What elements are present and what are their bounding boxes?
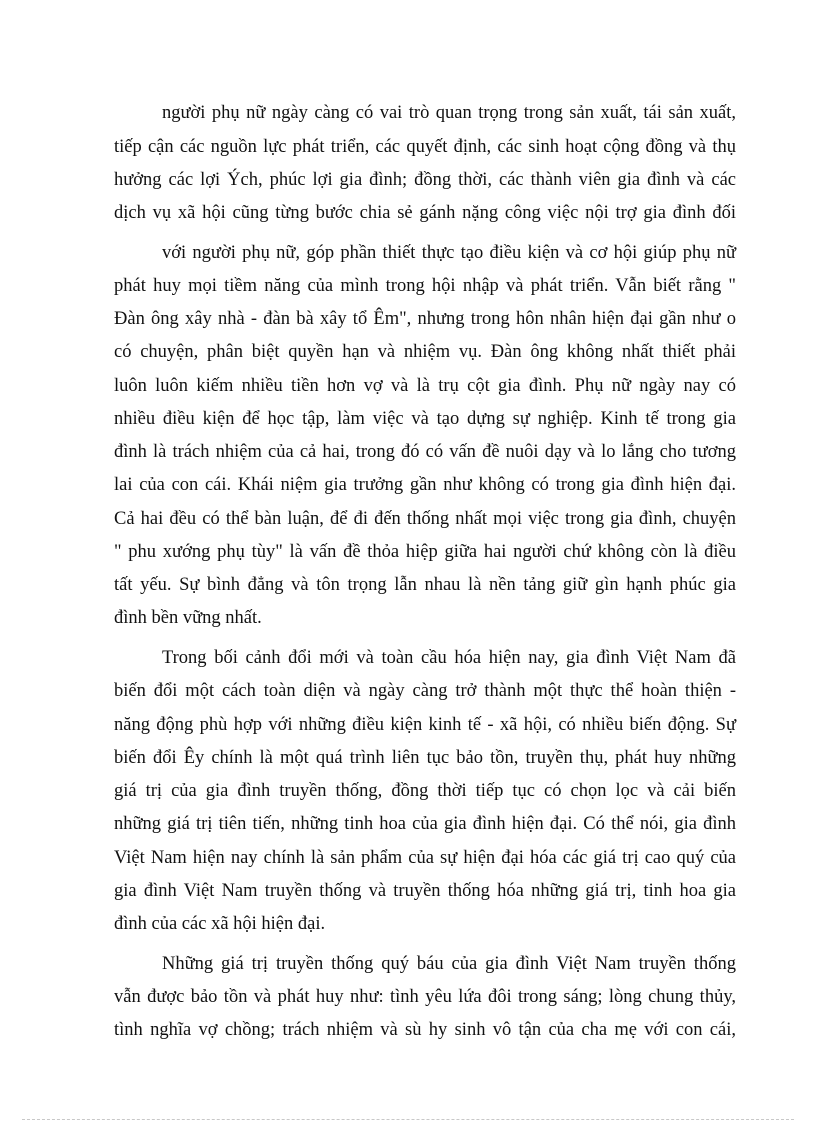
text-line: với người phụ nữ, góp phần thiết thực tạo điều kiện và cơ hội giúp phụ nữ	[162, 243, 736, 263]
text-line: người phụ nữ ngày càng có vai trò quan trọng trong sản xuất, tái sản xuất,	[162, 103, 736, 123]
text-line: những giá trị tiên tiến, những tinh hoa của gia đình hiện đại. Có thể nói, gia đình	[114, 814, 736, 834]
text-line: phát huy mọi tiềm năng của mình trong hội nhập và phát triển. Vẫn biết rằng "	[114, 276, 736, 296]
text-line: đình của các xã hội hiện đại.	[114, 914, 326, 934]
page-bottom-border	[22, 1119, 794, 1120]
text-line: tất yếu. Sự bình đẳng và tôn trọng lẫn nhau là nền tảng giữ gìn hạnh phúc gia	[114, 575, 736, 595]
text-line: Việt Nam hiện nay chính là sản phẩm của sự hiện đại hóa các giá trị cao quý của	[114, 848, 736, 868]
text-line: đình là trách nhiệm của cả hai, trong đó có vấn đề nuôi dạy và lo lắng cho tương	[114, 442, 736, 462]
text-line: tiếp cận các nguồn lực phát triển, các quyết định, các sinh hoạt cộng đồng và thụ	[114, 137, 736, 157]
text-line: Cả hai đều có thể bàn luận, để đi đến thống nhất mọi việc trong gia đình, chuyện	[114, 509, 736, 529]
text-line: lai của con cái. Khái niệm gia trưởng gần như không có trong gia đình hiện đại.	[114, 475, 736, 495]
text-line: dịch vụ xã hội cũng từng bước chia sẻ gánh nặng công việc nội trợ gia đình đối	[114, 203, 736, 223]
text-line: " phu xướng phụ tùy" là vấn đề thỏa hiệp giữa hai người chứ không còn là điều	[114, 542, 736, 562]
text-line: hưởng các lợi Ých, phúc lợi gia đình; đồng thời, các thành viên gia đình và các	[114, 170, 736, 190]
text-line: Những giá trị truyền thống quý báu của gia đình Việt Nam truyền thống	[162, 954, 736, 974]
text-line: Trong bối cảnh đổi mới và toàn cầu hóa hiện nay, gia đình Việt Nam đã	[162, 648, 736, 668]
text-line: luôn luôn kiếm nhiều tiền hơn vợ và là trụ cột gia đình. Phụ nữ ngày nay có	[114, 376, 736, 396]
text-line: biến đổi một cách toàn diện và ngày càng trở thành một thực thể hoàn thiện -	[114, 681, 736, 701]
text-line: có chuyện, phân biệt quyền hạn và nhiệm vụ. Đàn ông không nhất thiết phải	[114, 342, 736, 362]
text-line: gia đình Việt Nam truyền thống và truyền thống hóa những giá trị, tinh hoa gia	[114, 881, 736, 901]
text-line: vẫn được bảo tồn và phát huy như: tình yêu lứa đôi trong sáng; lòng chung thủy,	[114, 987, 736, 1007]
text-line: năng động phù hợp với những điều kiện kinh tế - xã hội, có nhiều biến động. Sự	[114, 715, 736, 735]
text-line: biến đổi Êy chính là một quá trình liên tục bảo tồn, truyền thụ, phát huy những	[114, 748, 736, 768]
text-line: tình nghĩa vợ chồng; trách nhiệm và sù hy sinh vô tận của cha mẹ với con cái,	[114, 1020, 736, 1040]
text-line: Đàn ông xây nhà - đàn bà xây tổ Êm", nhưng trong hôn nhân hiện đại gần như o	[114, 309, 736, 329]
text-line: giá trị của gia đình truyền thống, đồng thời tiếp tục có chọn lọc và cải biến	[114, 781, 736, 801]
text-line: đình bền vững nhất.	[114, 608, 262, 628]
text-line: nhiều điều kiện để học tập, làm việc và tạo dựng sự nghiệp. Kinh tế trong gia	[114, 409, 736, 429]
